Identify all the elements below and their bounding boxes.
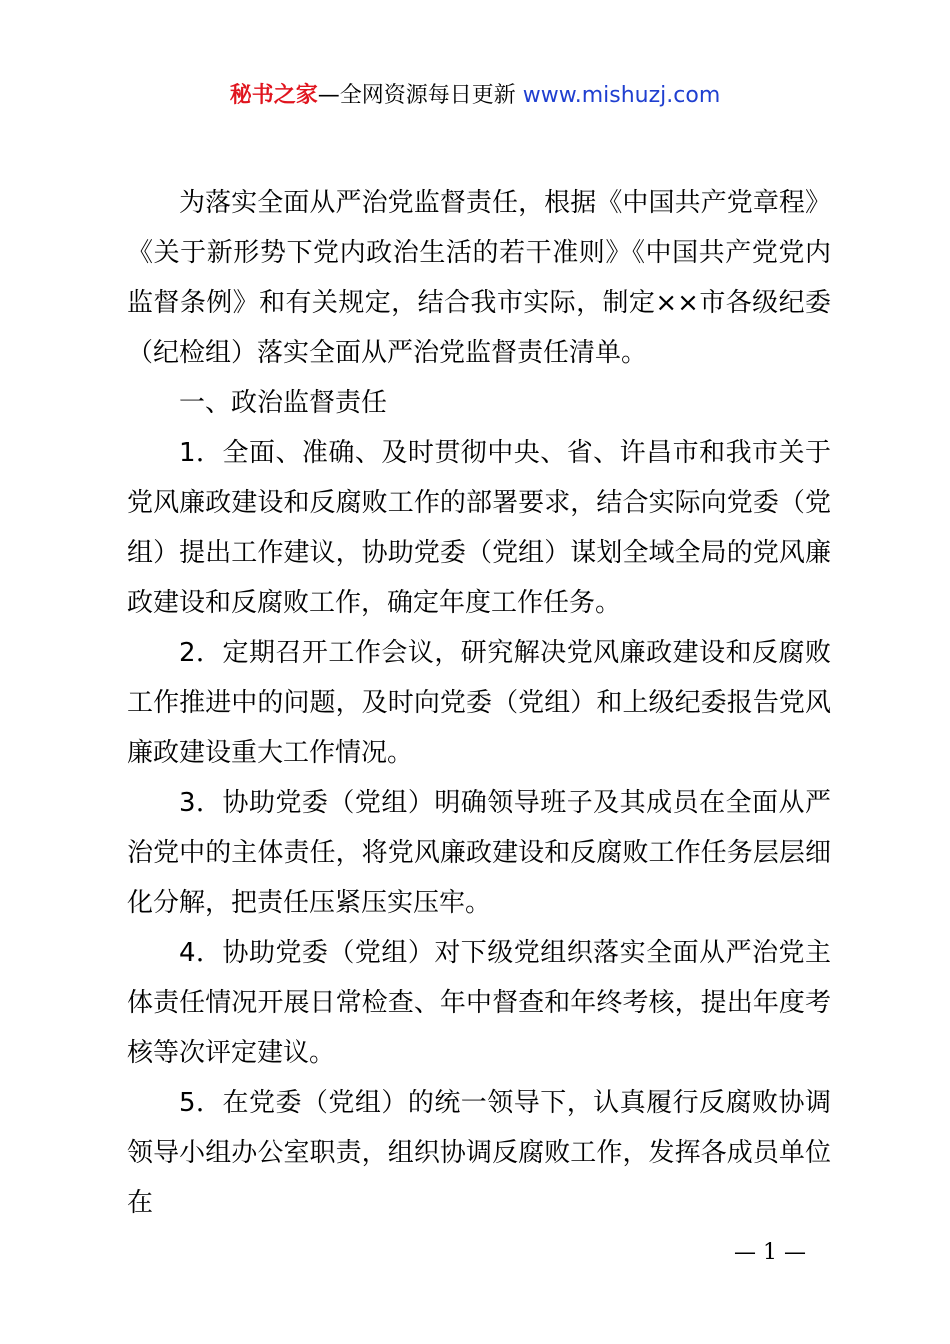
- item-paragraph-4: 4．协助党委（党组）对下级党组织落实全面从严治党主体责任情况开展日常检查、年中督查和年终考核，提出年度考核等次评定建议。: [127, 938, 831, 1068]
- brand-name: 秘书之家: [229, 83, 318, 108]
- document-body: [127, 178, 831, 1228]
- site-url-link[interactable]: www.mishuzj.com: [522, 83, 721, 108]
- page-number: — 1 —: [734, 1240, 806, 1265]
- header-tagline: —全网资源每日更新: [317, 83, 516, 108]
- section-heading: 一、政治监督责任: [179, 388, 388, 418]
- item-paragraph-3: 3．协助党委（党组）明确领导班子及其成员在全面从严治党中的主体责任，将党风廉政建设和反腐败工作任务层层细化分解，把责任压紧压实压牢。: [127, 788, 831, 918]
- item-paragraph-2: 2．定期召开工作会议，研究解决党风廉政建设和反腐败工作推进中的问题，及时向党委（党组）和上级纪委报告党风廉政建设重大工作情况。: [127, 638, 831, 768]
- item-paragraph-5: 5．在党委（党组）的统一领导下，认真履行反腐败协调领导小组办公室职责，组织协调反腐败工作，发挥各成员单位在: [127, 1088, 831, 1218]
- item-paragraph-1: 1．全面、准确、及时贯彻中央、省、许昌市和我市关于党风廉政建设和反腐败工作的部署要求，结合实际向党委（党组）提出工作建议，协助党委（党组）谋划全域全局的党风廉政建设和反腐败工作，确定年度工作任务。: [127, 438, 831, 618]
- site-header: [0, 80, 950, 112]
- intro-paragraph: 为落实全面从严治党监督责任，根据《中国共产党章程》《关于新形势下党内政治生活的若干准则》《中国共产党党内监督条例》和有关规定，结合我市实际，制定××市各级纪委（纪检组）落实全面从严治党监督责任清单。: [127, 188, 831, 368]
